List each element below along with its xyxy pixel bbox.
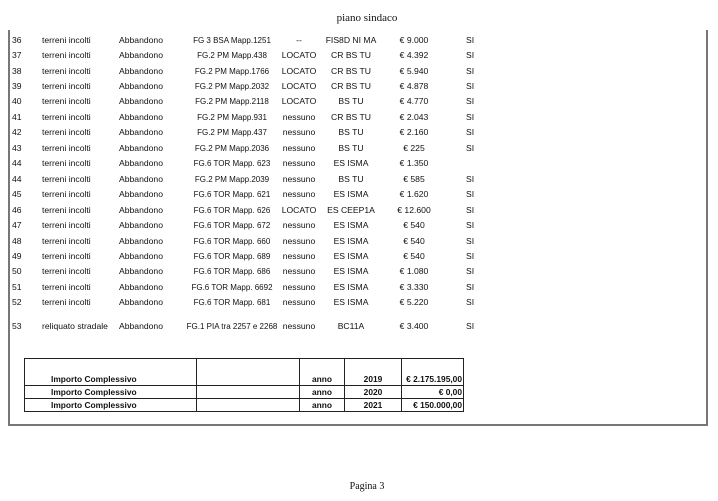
inclusion-flag: SI	[466, 143, 475, 153]
summary-table	[24, 358, 464, 412]
property-motive: Abbandono	[119, 251, 163, 261]
zoning-code: ES ISMA	[333, 236, 369, 246]
rental-status: nessuno	[282, 174, 316, 184]
property-type: terreni incolti	[42, 205, 91, 215]
inclusion-flag: SI	[466, 251, 475, 261]
row-number: 47	[12, 220, 22, 230]
summary-empty-cell	[197, 386, 300, 399]
estimated-value: € 3.400	[399, 321, 429, 331]
inclusion-flag: SI	[466, 266, 475, 276]
zoning-code: CR BS TU	[331, 112, 371, 122]
inclusion-flag: SI	[466, 174, 475, 184]
inclusion-flag: SI	[466, 127, 475, 137]
estimated-value: € 3.330	[399, 282, 429, 292]
row-number: 41	[12, 112, 22, 122]
row-number: 45	[12, 189, 22, 199]
estimated-value: € 4.878	[399, 81, 429, 91]
inclusion-flag: SI	[466, 220, 475, 230]
row-number: 52	[12, 297, 22, 307]
property-motive: Abbandono	[119, 112, 163, 122]
summary-label: Importo Complessivo	[25, 359, 197, 386]
rental-status: nessuno	[282, 251, 316, 261]
zoning-code: ES ISMA	[333, 282, 369, 292]
property-motive: Abbandono	[119, 143, 163, 153]
cadastral-reference: FG.6 TOR Mapp. 6692	[191, 283, 273, 292]
estimated-value: € 540	[403, 220, 425, 230]
zoning-code: BS TU	[338, 143, 364, 153]
property-motive: Abbandono	[119, 81, 163, 91]
property-type: terreni incolti	[42, 127, 91, 137]
zoning-code: ES ISMA	[333, 189, 369, 199]
row-number: 44	[12, 158, 22, 168]
property-motive: Abbandono	[119, 35, 163, 45]
rental-status: nessuno	[282, 266, 316, 276]
summary-amount: € 2.175.195,00	[402, 359, 464, 386]
estimated-value: € 5.940	[399, 66, 429, 76]
inclusion-flag: SI	[466, 96, 475, 106]
estimated-value: € 5.220	[399, 297, 429, 307]
summary-row	[25, 359, 464, 386]
inclusion-flag: SI	[466, 321, 475, 331]
row-number: 40	[12, 96, 22, 106]
cadastral-reference: FG.6 TOR Mapp. 660	[193, 237, 271, 246]
property-type: terreni incolti	[42, 81, 91, 91]
rental-status: nessuno	[282, 112, 316, 122]
rental-status: nessuno	[282, 297, 316, 307]
zoning-code: BS TU	[338, 127, 364, 137]
summary-label: Importo Complessivo	[25, 399, 197, 412]
rental-status: LOCATO	[281, 81, 317, 91]
estimated-value: € 2.160	[399, 127, 429, 137]
summary-anno: anno	[300, 399, 345, 412]
row-number: 48	[12, 236, 22, 246]
property-motive: Abbandono	[119, 66, 163, 76]
property-type: terreni incolti	[42, 266, 91, 276]
row-number: 43	[12, 143, 22, 153]
property-motive: Abbandono	[119, 266, 163, 276]
row-number: 51	[12, 282, 22, 292]
property-type: reliquato stradale	[42, 321, 108, 331]
rental-status: LOCATO	[281, 50, 317, 60]
cadastral-reference: FG.6 TOR Mapp. 672	[193, 221, 271, 230]
property-type: terreni incolti	[42, 236, 91, 246]
property-type: terreni incolti	[42, 143, 91, 153]
zoning-code: ES ISMA	[333, 297, 369, 307]
cadastral-reference: FG.2 PM Mapp.438	[197, 51, 267, 60]
rental-status: nessuno	[282, 158, 316, 168]
page-header: piano sindaco	[336, 12, 398, 24]
zoning-code: BS TU	[338, 96, 364, 106]
cadastral-reference: FG.6 TOR Mapp. 621	[193, 190, 271, 199]
rental-status: LOCATO	[281, 96, 317, 106]
property-type: terreni incolti	[42, 35, 91, 45]
zoning-code: ES ISMA	[333, 220, 369, 230]
zoning-code: ES CEEP1A	[327, 205, 375, 215]
summary-amount: € 150.000,00	[402, 399, 464, 412]
estimated-value: € 540	[403, 251, 425, 261]
property-type: terreni incolti	[42, 251, 91, 261]
cadastral-reference: FG.2 PM Mapp.2118	[195, 97, 269, 106]
summary-year: 2020	[345, 386, 402, 399]
estimated-value: € 225	[403, 143, 425, 153]
row-number: 44	[12, 174, 22, 184]
inclusion-flag: SI	[466, 50, 475, 60]
zoning-code: BS TU	[338, 174, 364, 184]
property-type: terreni incolti	[42, 112, 91, 122]
zoning-code: CR BS TU	[331, 81, 371, 91]
zoning-code: ES ISMA	[333, 251, 369, 261]
inclusion-flag: SI	[466, 189, 475, 199]
row-number: 38	[12, 66, 22, 76]
property-type: terreni incolti	[42, 174, 91, 184]
property-motive: Abbandono	[119, 282, 163, 292]
zoning-code: FIS8D NI MA	[325, 35, 377, 45]
summary-anno: anno	[300, 386, 345, 399]
estimated-value: € 12.600	[397, 205, 431, 215]
property-motive: Abbandono	[119, 321, 163, 331]
inclusion-flag: SI	[466, 81, 475, 91]
rental-status: nessuno	[282, 220, 316, 230]
zoning-code: BC11A	[337, 321, 365, 331]
rental-status: nessuno	[282, 127, 316, 137]
estimated-value: € 9.000	[399, 35, 429, 45]
cadastral-reference: FG.6 TOR Mapp. 689	[193, 252, 271, 261]
summary-year: 2021	[345, 399, 402, 412]
property-type: terreni incolti	[42, 189, 91, 199]
cadastral-reference: FG.2 PM Mapp.2039	[194, 175, 270, 184]
property-motive: Abbandono	[119, 96, 163, 106]
zoning-code: CR BS TU	[331, 66, 371, 76]
summary-empty-cell	[197, 399, 300, 412]
estimated-value: € 4.770	[399, 96, 429, 106]
zoning-code: ES ISMA	[333, 158, 369, 168]
cadastral-reference: FG.6 TOR Mapp. 623	[193, 159, 271, 168]
row-number: 53	[12, 321, 22, 331]
cadastral-reference: FG.2 PM Mapp.2032	[194, 82, 270, 91]
zoning-code: CR BS TU	[331, 50, 371, 60]
rental-status: --	[296, 35, 302, 45]
property-type: terreni incolti	[42, 96, 91, 106]
cadastral-reference: FG.2 PM Mapp.2036	[194, 144, 270, 153]
property-type: terreni incolti	[42, 282, 91, 292]
property-motive: Abbandono	[119, 158, 163, 168]
rental-status: nessuno	[282, 143, 316, 153]
property-motive: Abbandono	[119, 174, 163, 184]
rental-status: nessuno	[282, 321, 316, 331]
rental-status: LOCATO	[281, 205, 317, 215]
summary-year: 2019	[345, 359, 402, 386]
inclusion-flag: SI	[466, 66, 475, 76]
estimated-value: € 4.392	[399, 50, 429, 60]
cadastral-reference: FG.6 TOR Mapp. 686	[193, 267, 271, 276]
cadastral-reference: FG 3 BSA Mapp.1251	[193, 36, 271, 45]
inclusion-flag: SI	[466, 282, 475, 292]
cadastral-reference: FG.6 TOR Mapp. 681	[193, 298, 271, 307]
inclusion-flag: SI	[466, 297, 475, 307]
inclusion-flag: SI	[466, 112, 475, 122]
property-type: terreni incolti	[42, 297, 91, 307]
cadastral-reference: FG.2 PM Mapp.931	[197, 113, 267, 122]
rental-status: nessuno	[282, 236, 316, 246]
property-type: terreni incolti	[42, 50, 91, 60]
summary-row	[25, 386, 464, 399]
property-motive: Abbandono	[119, 127, 163, 137]
inclusion-flag: SI	[466, 205, 475, 215]
property-motive: Abbandono	[119, 189, 163, 199]
estimated-value: € 1.620	[399, 189, 429, 199]
property-motive: Abbandono	[119, 205, 163, 215]
summary-label: Importo Complessivo	[25, 386, 197, 399]
estimated-value: € 1.350	[399, 158, 429, 168]
property-type: terreni incolti	[42, 66, 91, 76]
cadastral-reference: FG.1 PIA tra 2257 e 2268	[186, 322, 278, 331]
row-number: 39	[12, 81, 22, 91]
property-motive: Abbandono	[119, 297, 163, 307]
rental-status: nessuno	[282, 189, 316, 199]
summary-row	[25, 399, 464, 412]
page-footer: Pagina 3	[349, 481, 385, 492]
row-number: 50	[12, 266, 22, 276]
summary-empty-cell	[197, 359, 300, 386]
row-number: 36	[12, 35, 22, 45]
property-motive: Abbandono	[119, 220, 163, 230]
zoning-code: ES ISMA	[333, 266, 369, 276]
property-motive: Abbandono	[119, 50, 163, 60]
summary-amount: € 0,00	[402, 386, 464, 399]
estimated-value: € 540	[403, 236, 425, 246]
property-motive: Abbandono	[119, 236, 163, 246]
row-number: 46	[12, 205, 22, 215]
rental-status: nessuno	[282, 282, 316, 292]
cadastral-reference: FG.2 PM Mapp.1766	[194, 67, 270, 76]
rental-status: LOCATO	[281, 66, 317, 76]
inclusion-flag: SI	[466, 236, 475, 246]
row-number: 42	[12, 127, 22, 137]
row-number: 49	[12, 251, 22, 261]
inclusion-flag: SI	[466, 35, 475, 45]
estimated-value: € 1.080	[399, 266, 429, 276]
property-type: terreni incolti	[42, 220, 91, 230]
cadastral-reference: FG.6 TOR Mapp. 626	[193, 206, 271, 215]
cadastral-reference: FG.2 PM Mapp.437	[197, 128, 267, 137]
summary-anno: anno	[300, 359, 345, 386]
estimated-value: € 2.043	[399, 112, 429, 122]
estimated-value: € 585	[403, 174, 425, 184]
row-number: 37	[12, 50, 22, 60]
property-type: terreni incolti	[42, 158, 91, 168]
